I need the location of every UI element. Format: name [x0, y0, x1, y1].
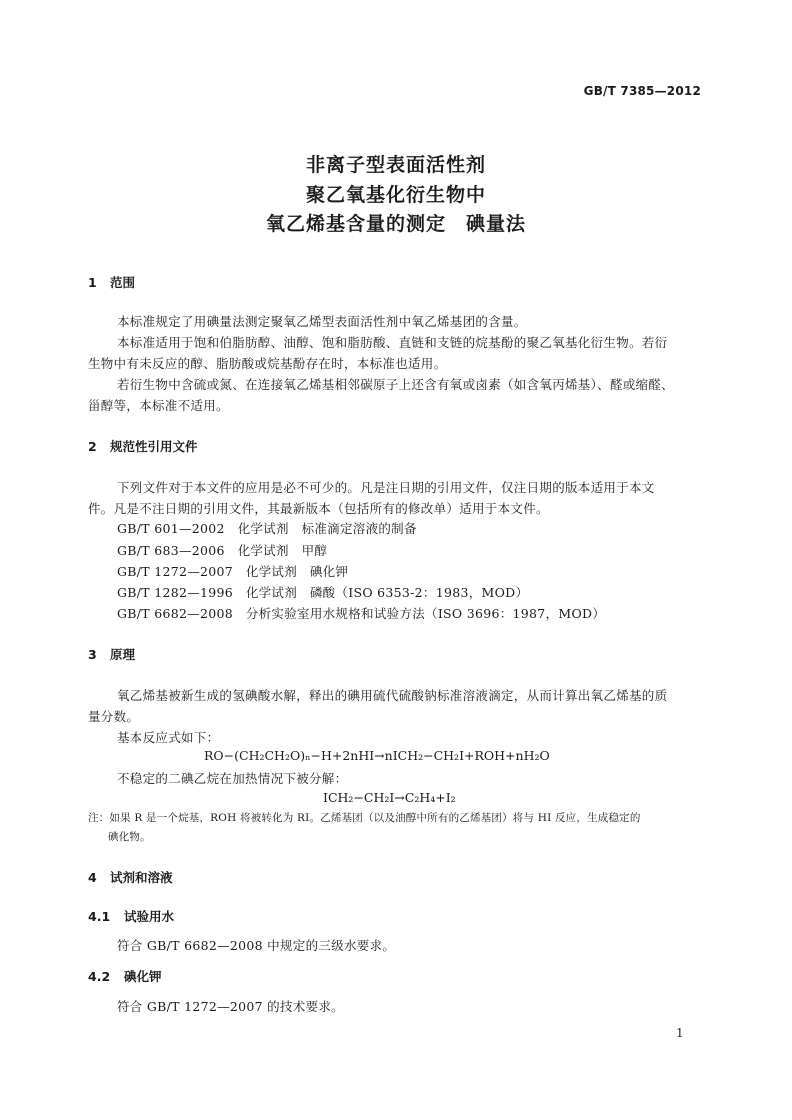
note: [88, 810, 641, 825]
section-number: 4.1: [88, 909, 111, 924]
note-label: 注：: [88, 812, 110, 824]
decomposition-equation: ICH₂−CH₂I→C₂H₄+I₂: [323, 790, 456, 805]
section-title: 规范性引用文件: [110, 439, 198, 454]
reference-item: GB/T 683—2006 化学试剂 甲醇: [117, 543, 328, 558]
section-1-heading: [88, 273, 135, 291]
reference-item: GB/T 1272—2007 化学试剂 碘化钾: [117, 564, 349, 579]
paragraph: 氧乙烯基被新生成的氢碘酸水解，释出的碘用硫代硫酸钠标准溶液滴定，从而计算出氧乙烯基的质: [117, 688, 668, 703]
paragraph: 不稳定的二碘乙烷在加热情况下被分解：: [117, 771, 348, 786]
title-line-3: 氧乙烯基含量的测定 碘量法: [265, 213, 526, 235]
paragraph: 本标准适用于饱和伯脂肪醇、油醇、饱和脂肪酸、直链和支链的烷基酚的聚乙氧基化衍生物。若衍: [117, 335, 668, 350]
note-continuation: 碘化物。: [108, 831, 151, 843]
section-4-heading: [88, 868, 173, 886]
note-text: 如果 R 是一个烷基，ROH 将被转化为 RI。乙烯基团（以及油醇中所有的乙烯基团）将与 HI 反应，生成稳定的: [109, 812, 641, 824]
section-title: 试验用水: [124, 909, 175, 924]
section-title: 范围: [110, 275, 136, 290]
title-line-2: 聚乙氧基化衍生物中: [305, 184, 486, 206]
paragraph-continuation: 件。凡是不注日期的引用文件，其最新版本（包括所有的修改单）适用于本文件。: [88, 501, 549, 516]
paragraph: 若衍生物中含硫或氮、在连接氧乙烯基相邻碳原子上还含有氧或卤素（如含氧丙烯基）、醛或缩醛、: [117, 377, 674, 392]
section-number: 1: [88, 275, 97, 290]
section-title: 原理: [110, 647, 136, 662]
section-2-heading: [88, 437, 198, 455]
paragraph: 基本反应式如下：: [117, 730, 220, 745]
section-title: 碘化钾: [124, 969, 162, 984]
section-number: 4: [88, 870, 97, 885]
section-number: 4.2: [88, 969, 111, 984]
reference-item: GB/T 1282—1996 化学试剂 磷酸（ISO 6353-2：1983，MOD）: [117, 585, 529, 600]
paragraph: 下列文件对于本文件的应用是必不可少的。凡是注日期的引用文件，仅注日期的版本适用于本文: [117, 480, 655, 495]
paragraph-continuation: 量分数。: [88, 709, 140, 724]
reaction-equation: RO−(CH₂CH₂O)ₙ−H+2nHI→nICH₂−CH₂I+ROH+nH₂O: [204, 748, 550, 763]
paragraph-continuation: 生物中有未反应的醇、脂肪酸或烷基酚存在时，本标准也适用。: [88, 356, 447, 371]
paragraph: 本标准规定了用碘量法测定聚氧乙烯型表面活性剂中氧乙烯基团的含量。: [117, 314, 527, 329]
paragraph: 符合 GB/T 1272—2007 的技术要求。: [117, 999, 344, 1014]
section-title: 试剂和溶液: [110, 870, 173, 885]
paragraph: 符合 GB/T 6682—2008 中规定的三级水要求。: [117, 938, 396, 953]
reference-item: GB/T 6682—2008 分析实验室用水规格和试验方法（ISO 3696：1987，MOD）: [117, 606, 606, 621]
subsection-4-1-heading: [88, 907, 174, 925]
section-number: 3: [88, 647, 97, 662]
section-number: 2: [88, 439, 97, 454]
reference-item: GB/T 601—2002 化学试剂 标准滴定溶液的制备: [117, 521, 417, 536]
paragraph-continuation: 甾醇等，本标准不适用。: [88, 398, 229, 413]
standard-code: GB/T 7385—2012: [583, 84, 701, 98]
subsection-4-2-heading: [88, 967, 162, 985]
title-line-1: 非离子型表面活性剂: [305, 154, 486, 176]
page-number: 1: [676, 1026, 684, 1040]
section-3-heading: [88, 645, 135, 663]
